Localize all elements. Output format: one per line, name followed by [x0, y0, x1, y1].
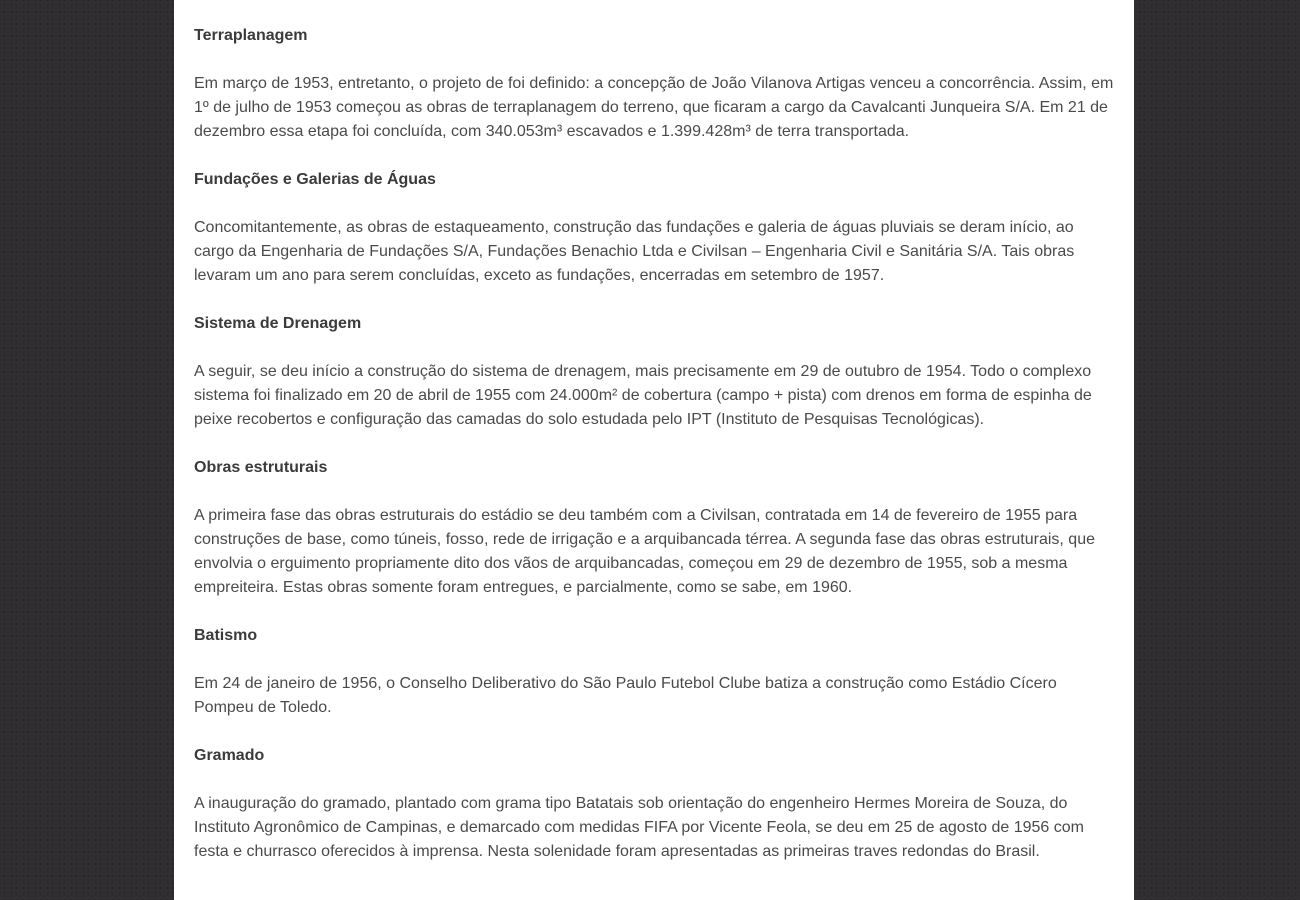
article-content: [174, 0, 1134, 900]
section-heading-fundacoes: Fundações e Galerias de Águas: [194, 171, 436, 188]
section-heading-batismo: Batismo: [194, 627, 258, 644]
article-body: [194, 0, 1116, 888]
section-heading-obras-estruturais: Obras estruturais: [194, 459, 328, 476]
section-heading-gramado: Gramado: [194, 747, 265, 764]
section-body-fundacoes: Concomitantemente, as obras de estaqueamento, construção das fundações e galeria de águas pluviais se deram início, ao cargo da Engenharia de Fundações S/A, Fundações Benachio Ltda e Civilsan – Engenharia Civil e Sanitária S/A. Tais obras levaram um ano para serem concluídas, exceto as fundações, encerradas em setembro de 1957.: [194, 219, 1075, 284]
section-heading-terraplanagem: Terraplanagem: [194, 27, 308, 44]
section-body-drenagem: A seguir, se deu início a construção do sistema de drenagem, mais precisamente em 29 de outubro de 1954. Todo o complexo sistema foi finalizado em 20 de abril de 1955 com 24.000m² de cobertura (campo + pista) com drenos em forma de espinha de peixe recobertos e configuração das camadas do solo estudada pelo IPT (Instituto de Pesquisas Tecnológicas).: [194, 363, 1092, 428]
section-body-obras-estruturais: A primeira fase das obras estruturais do estádio se deu também com a Civilsan, contratada em 14 de fevereiro de 1955 para construções de base, como túneis, fosso, rede de irrigação e a arquibancada térrea. A segunda fase das obras estruturais, que envolvia o erguimento propriamente dito dos vãos de arquibancadas, começou em 29 de dezembro de 1955, sob a mesma empreiteira. Estas obras somente foram entregues, e parcialmente, como se sabe, em 1960.: [194, 507, 1095, 596]
section-body-terraplanagem: Em março de 1953, entretanto, o projeto de foi definido: a concepção de João Vilanova Artigas venceu a concorrência. Assim, em 1º de julho de 1953 começou as obras de terraplanagem do terreno, que ficaram a cargo da Cavalcanti Junqueira S/A. Em 21 de dezembro essa etapa foi concluída, com 340.053m³ escavados e 1.399.428m³ de terra transportada.: [194, 75, 1114, 140]
section-body-batismo: Em 24 de janeiro de 1956, o Conselho Deliberativo do São Paulo Futebol Clube batiza a construção como Estádio Cícero Pompeu de Toledo.: [194, 675, 1057, 716]
section-heading-drenagem: Sistema de Drenagem: [194, 315, 362, 332]
section-body-gramado: A inauguração do gramado, plantado com grama tipo Batatais sob orientação do engenheiro Hermes Moreira de Souza, do Instituto Agronômico de Campinas, e demarcado com medidas FIFA por Vicente Feola, se deu em 25 de agosto de 1956 com festa e churrasco oferecidos à imprensa. Nesta solenidade foram apresentadas as primeiras traves redondas do Brasil.: [194, 795, 1084, 860]
